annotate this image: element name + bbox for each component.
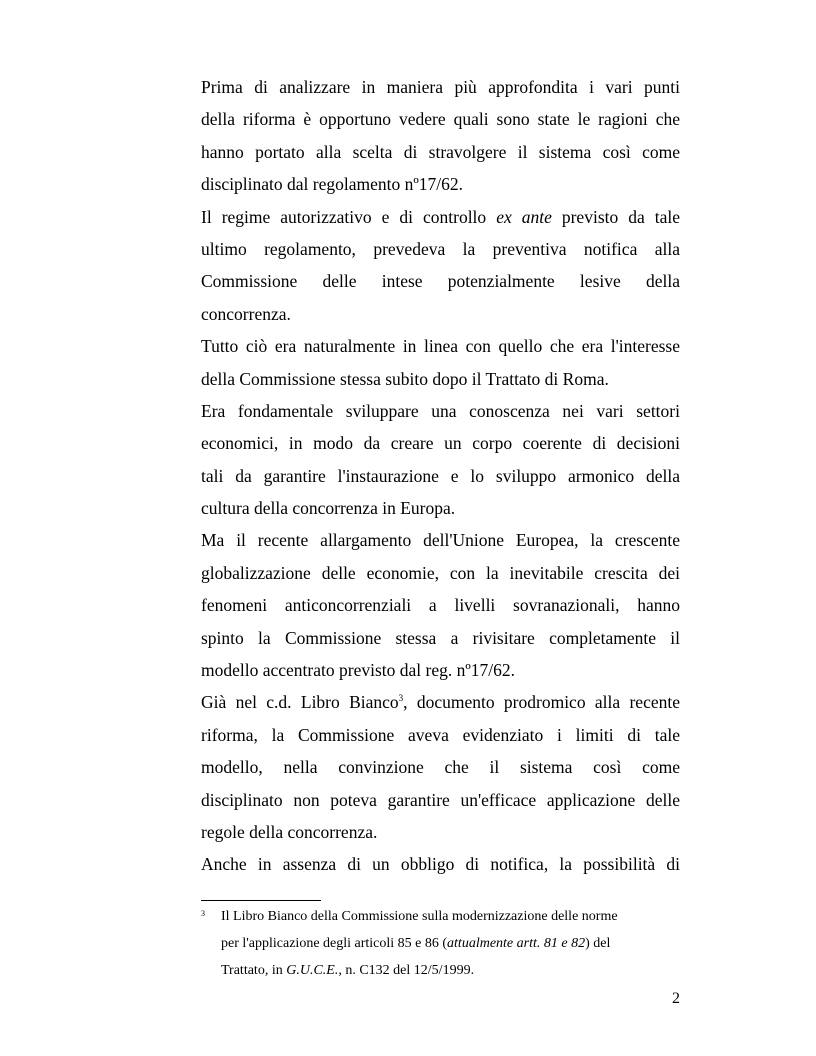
text-line: globalizzazione delle economie, con la inevitabile crescita dei	[201, 562, 680, 583]
footnote-line: Il Libro Bianco della Commissione sulla modernizzazione delle norme	[221, 909, 618, 924]
body-text	[201, 71, 680, 881]
text-line: tali da garantire l'instaurazione e lo sviluppo armonico della	[201, 465, 680, 486]
text-line: cultura della concorrenza in Europa.	[201, 498, 456, 519]
footnote-marker: 3	[201, 909, 205, 918]
text-run: Già nel c.d. Libro Bianco	[201, 692, 399, 713]
text-run: , n. C132 del 12/5/1999.	[338, 963, 475, 978]
text-line	[201, 201, 680, 233]
text-line: Ma il recente allargamento dell'Unione Europea, la crescente	[201, 530, 680, 551]
text-run: previsto da tale	[551, 206, 681, 227]
text-line: Anche in assenza di un obbligo di notifica, la possibilità di	[201, 854, 680, 875]
text-line: Prima di analizzare in maniera più approfondita i vari punti	[201, 77, 680, 97]
text-line: modello accentrato previsto dal reg. nº17/62.	[201, 660, 516, 681]
text-line: della riforma è opportuno vedere quali sono state le ragioni che	[201, 109, 680, 130]
text-line: spinto la Commissione stessa a rivisitare completamente il	[201, 627, 680, 648]
text-line: concorrenza.	[201, 303, 291, 324]
text-line: della Commissione stessa subito dopo il Trattato di Roma.	[201, 368, 609, 389]
page-number: 2	[672, 990, 680, 1007]
footnote	[201, 903, 680, 984]
text-line: Era fondamentale sviluppare una conoscenza nei vari settori	[201, 400, 680, 421]
italic-term: attualmente artt. 81 e 82	[447, 936, 586, 951]
text-line: Commissione delle intese potenzialmente lesive della	[201, 271, 680, 292]
text-run: Il regime autorizzativo e di controllo	[201, 206, 497, 227]
text-line: economici, in modo da creare un corpo coerente di decisioni	[201, 433, 680, 454]
text-run: , documento prodromico alla recente	[403, 692, 680, 713]
text-line: regole della concorrenza.	[201, 821, 378, 842]
footnote-line	[221, 957, 680, 984]
text-line: modello, nella convinzione che il sistema così come	[201, 757, 680, 778]
text-line: hanno portato alla scelta di stravolgere il sistema così come	[201, 141, 680, 162]
text-run: per l'applicazione degli articoli 85 e 86 (	[221, 936, 448, 951]
text-line: disciplinato non poteva garantire un'efficace applicazione delle	[201, 789, 680, 810]
italic-term: ex ante	[496, 206, 552, 227]
text-line: disciplinato dal regolamento nº17/62.	[201, 174, 464, 195]
italic-term: G.U.C.E.	[286, 963, 339, 978]
footnote-line	[221, 930, 680, 957]
text-line: Tutto ciò era naturalmente in linea con quello che era l'interesse	[201, 336, 680, 357]
text-line: fenomeni anticoncorrenziali a livelli sovranazionali, hanno	[201, 595, 680, 616]
text-line: riforma, la Commissione aveva evidenziato i limiti di tale	[201, 724, 680, 745]
footnote-reference[interactable]: 3	[398, 693, 404, 704]
text-line: ultimo regolamento, prevedeva la preventiva notifica alla	[201, 238, 680, 259]
text-run: Trattato, in	[221, 963, 287, 978]
footnote-separator	[201, 900, 321, 901]
text-line	[201, 686, 680, 718]
text-run: ) del	[585, 936, 611, 951]
